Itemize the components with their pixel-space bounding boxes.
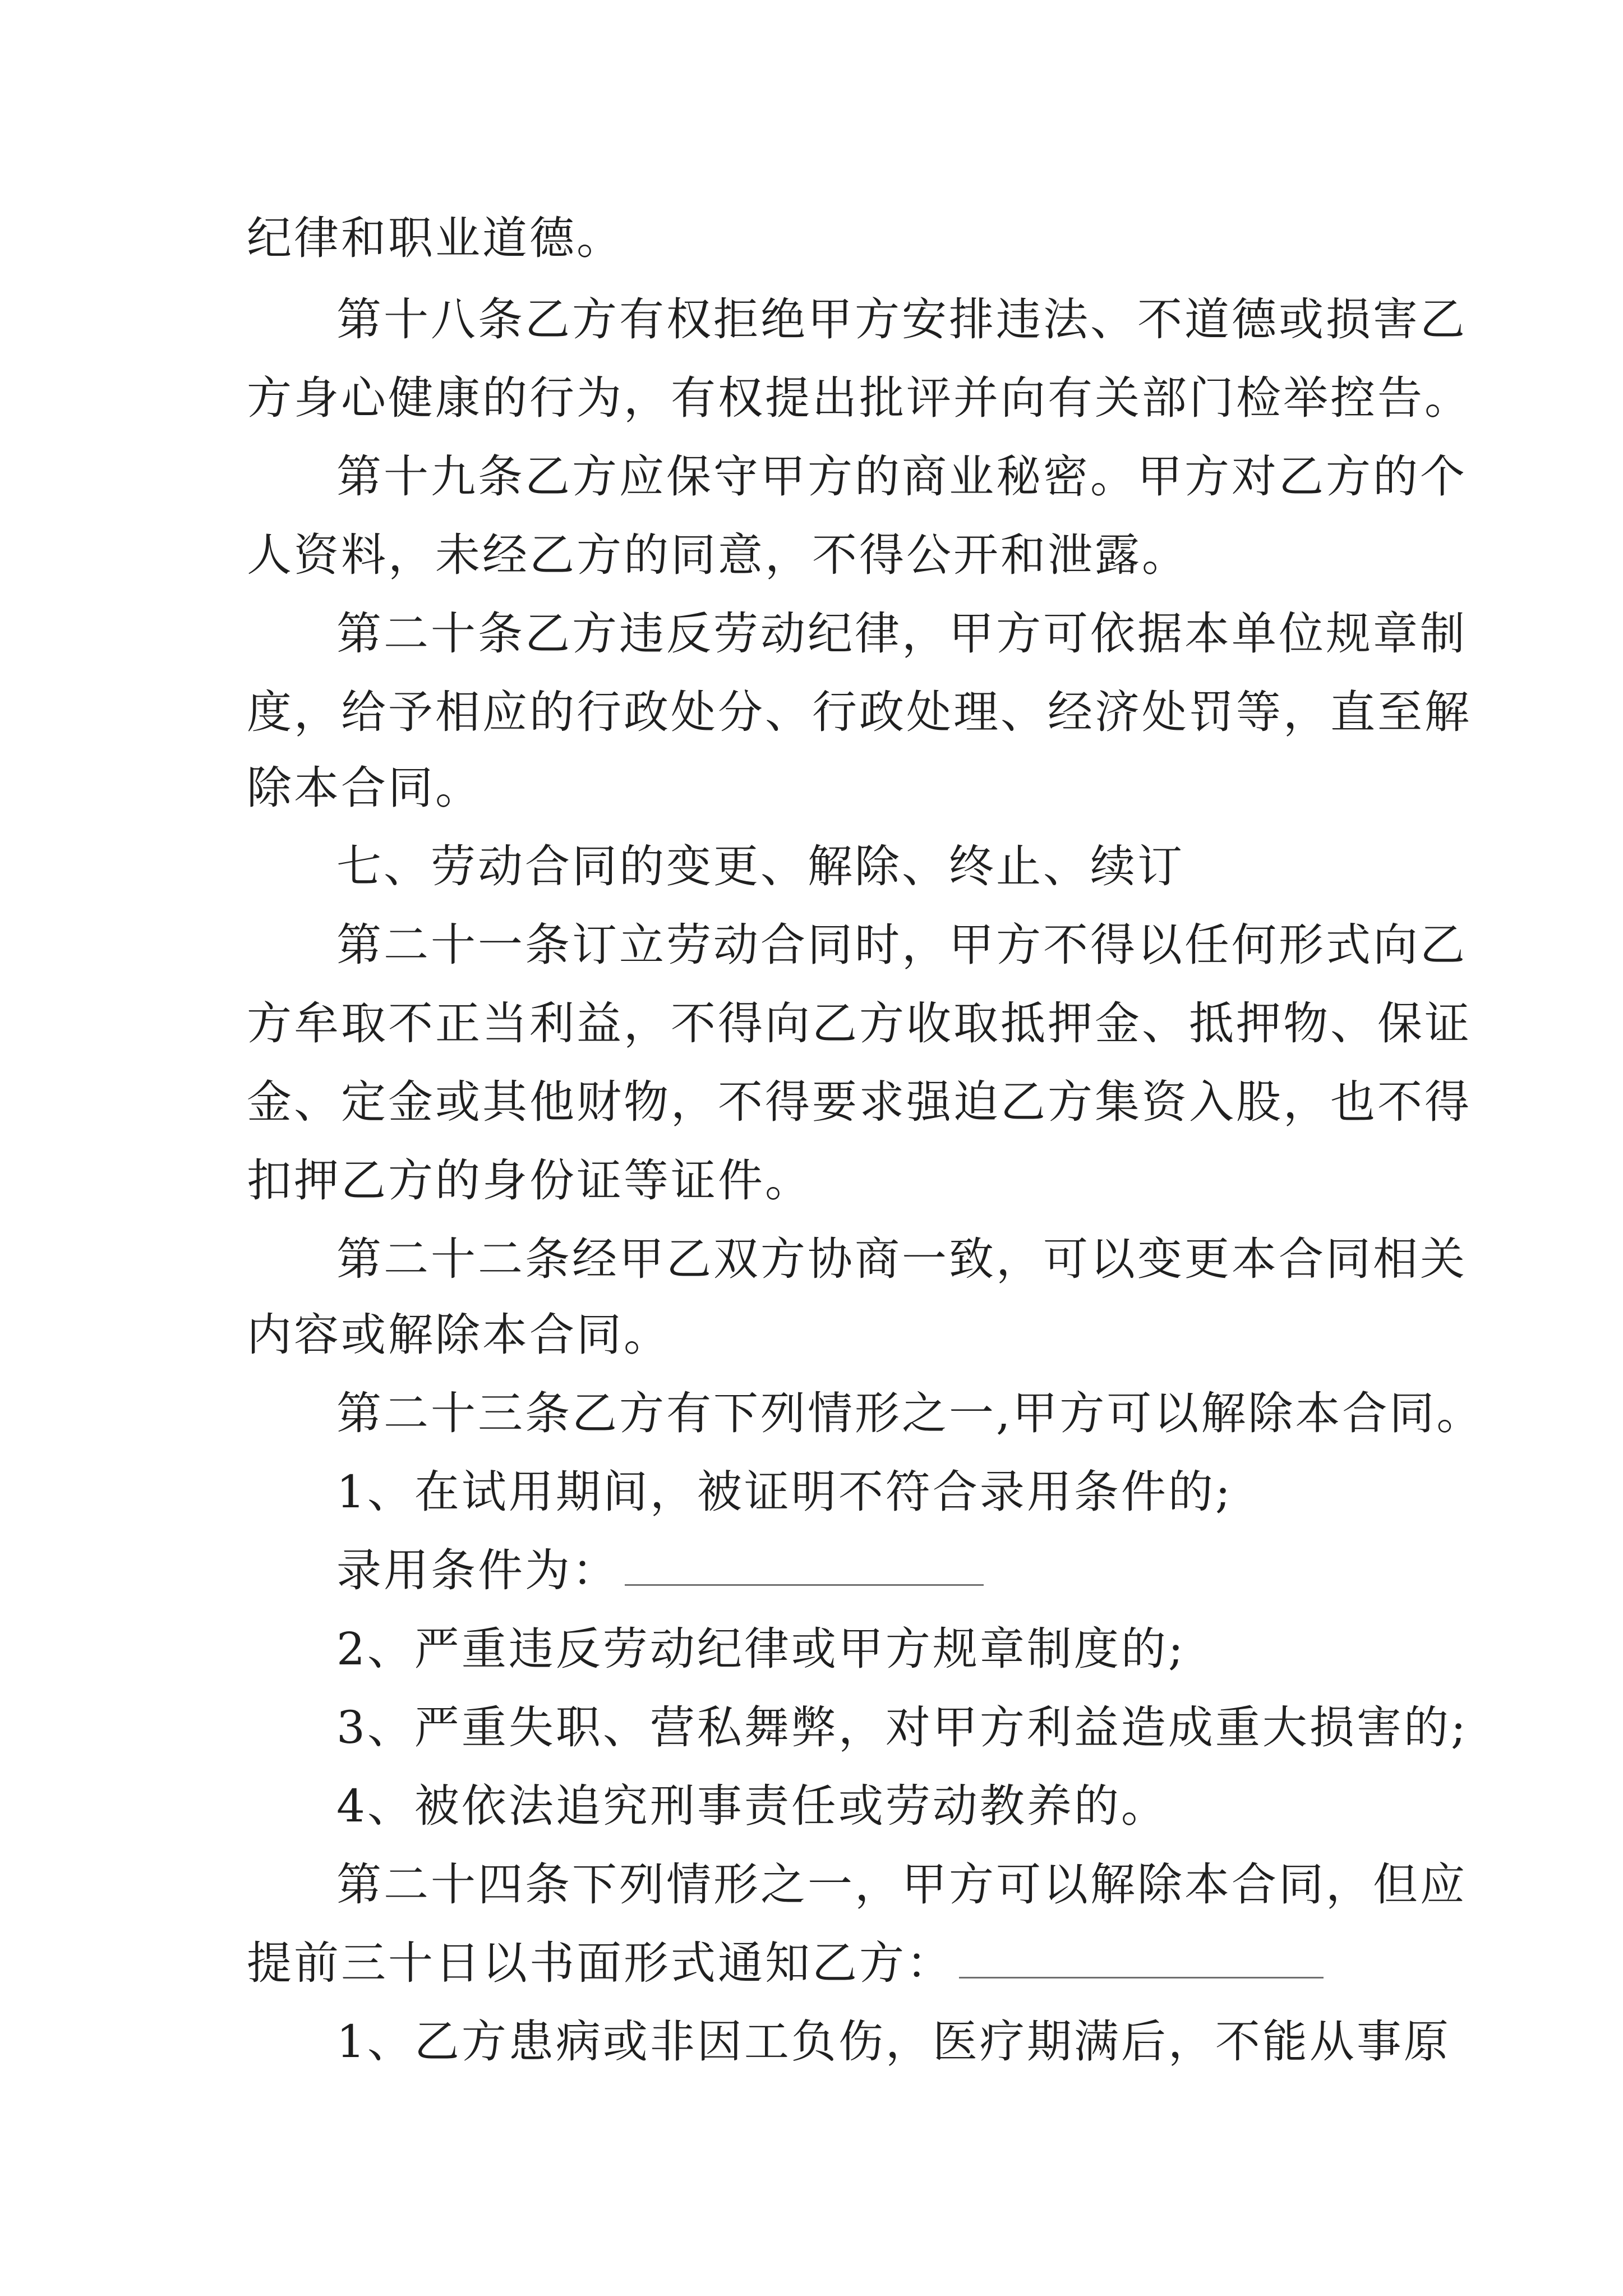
text-line-15 [247,1304,1447,1366]
text-line-6 [336,603,1537,665]
text-line-8 [247,757,1447,819]
text-line-20 [336,1697,1537,1759]
text-line-11 [247,993,1472,1055]
text-line-18 [336,1540,1537,1602]
text-line-22 [336,1854,1537,1916]
text-line-17-content: 1、在试用期间，被证明不符合录用条件的; [336,1466,1233,1518]
text-line-24 [336,2011,1537,2073]
text-line-11-content: 方牟取不正当利益，不得向乙方收取抵押金、抵押物、保证 [247,997,1472,1050]
text-line-1 [247,208,1447,269]
text-line-24-content: 1、乙方患病或非因工负伤，医疗期满后，不能从事原 [336,2016,1451,2068]
text-line-3 [247,367,1472,429]
section-heading-7-content: 七、劳动合同的变更、解除、终止、续订 [336,840,1184,892]
text-line-14-content: 第二十二条经甲乙双方协商一致，可以变更本合同相关 [336,1233,1467,1285]
text-line-5 [247,524,1447,586]
text-line-15-content: 内容或解除本合同。 [247,1309,671,1361]
text-line-21 [336,1775,1537,1837]
text-line-23-content: 提前三十日以书面形式通知乙方： [247,1937,953,1989]
text-line-14 [336,1228,1537,1290]
text-line-3-content: 方身心健康的行为，有权提出批评并向有关部门检举控告。 [247,372,1472,424]
text-line-10 [336,914,1537,976]
text-line-4-content: 第十九条乙方应保守甲方的商业秘密。甲方对乙方的个 [336,450,1467,503]
text-line-13 [247,1150,1447,1212]
fill-in-blank-hiring-conditions[interactable] [625,1545,984,1586]
text-line-20-content: 3、严重失职、营私舞弊，对甲方利益造成重大损害的; [336,1701,1468,1754]
text-line-5-content: 人资料，未经乙方的同意，不得公开和泄露。 [247,529,1189,581]
text-line-19-content: 2、严重违反劳动纪律或甲方规章制度的; [336,1623,1186,1675]
fill-in-blank-notice[interactable] [959,1938,1324,1978]
text-line-16-content: 第二十三条乙方有下列情形之一,甲方可以解除本合同。 [336,1387,1484,1439]
section-heading-7 [336,836,1537,898]
text-line-13-content: 扣押乙方的身份证等证件。 [247,1154,812,1207]
text-line-1-content: 纪律和职业道德。 [247,212,624,264]
text-line-16 [336,1383,1537,1444]
text-line-4 [336,446,1537,508]
text-line-7-content: 度，给予相应的行政处分、行政处理、经济处罚等，直至解 [247,686,1472,738]
text-line-10-content: 第二十一条订立劳动合同时，甲方不得以任何形式向乙 [336,919,1467,971]
text-line-18-content: 录用条件为： [336,1544,619,1596]
text-line-19 [336,1618,1537,1680]
text-line-21-content: 4、被依法追究刑事责任或劳动教养的。 [336,1780,1168,1832]
text-line-2 [336,289,1537,351]
text-line-12-content: 金、定金或其他财物，不得要求强迫乙方集资入股，也不得 [247,1076,1472,1128]
text-line-6-content: 第二十条乙方违反劳动纪律，甲方可依据本单位规章制 [336,608,1467,660]
text-line-2-content: 第十八条乙方有权拒绝甲方安排违法、不道德或损害乙 [336,293,1467,346]
text-line-12 [247,1071,1472,1133]
text-line-22-content: 第二十四条下列情形之一，甲方可以解除本合同，但应 [336,1858,1467,1911]
text-line-17 [336,1461,1537,1523]
text-line-23 [247,1932,1447,1994]
text-line-7 [247,682,1472,743]
text-line-8-content: 除本合同。 [247,762,482,814]
